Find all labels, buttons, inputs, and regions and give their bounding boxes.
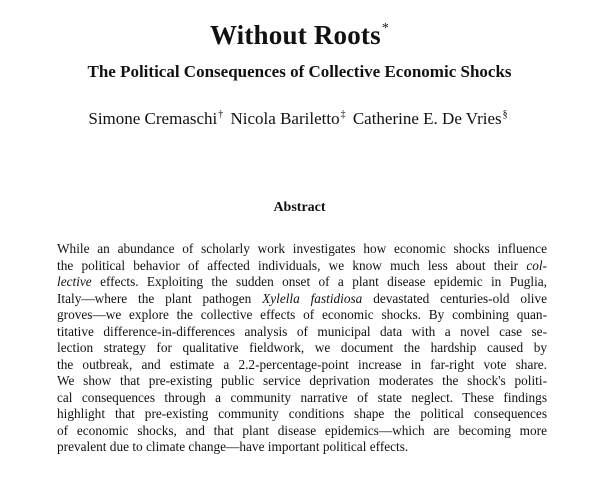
abstract-heading: Abstract <box>273 200 326 215</box>
abstract-line <box>57 373 547 390</box>
abstract-line <box>57 357 547 374</box>
paper-subtitle: The Political Consequences of Collective Economic Shocks <box>87 62 512 81</box>
author-3 <box>353 109 511 128</box>
abstract-text: Italy—where the plant pathogen <box>57 290 263 306</box>
abstract-line <box>57 423 547 440</box>
author-2 <box>231 109 349 128</box>
abstract-text: the political behavior of affected individuals, we know much less about their <box>57 257 527 273</box>
author-name: Catherine E. De Vries <box>352 109 502 128</box>
abstract-line <box>57 439 547 456</box>
paper-title <box>0 12 599 52</box>
abstract-text: prevalent due to climate change—have important political effects. <box>57 439 409 454</box>
author-name: Nicola Bariletto <box>230 109 340 128</box>
abstract-text: lection strategy for qualitative fieldwork, we document the hardship caused by <box>57 340 547 355</box>
abstract-text: highlight that pre-existing community conditions shape the political consequences <box>57 406 547 421</box>
abstract-line <box>57 291 547 308</box>
abstract-line <box>57 274 547 291</box>
abstract-italic-text: lective <box>57 274 92 289</box>
abstract-text: groves—we explore the collective effects of economic shocks. By combining quan- <box>57 307 547 322</box>
title-footnote-marker: * <box>381 21 390 36</box>
abstract-italic-text: Xylella fastidiosa <box>262 290 363 306</box>
abstract-text: While an abundance of scholarly work investigates how economic shocks influence <box>57 241 547 256</box>
paper-title-text: Without Roots <box>209 20 381 50</box>
author-name: Simone Cremaschi <box>88 109 218 128</box>
abstract-body <box>57 241 547 456</box>
abstract-text: effects. Exploiting the sudden onset of a plant disease epidemic in Puglia, <box>91 274 547 289</box>
abstract-line <box>57 390 547 407</box>
abstract-text: the outbreak, and estimate a 2.2-percentage-point increase in far-right vote share. <box>57 356 547 372</box>
abstract-line <box>57 241 547 258</box>
abstract-text: devastated centuries-old olive <box>362 290 548 306</box>
author-footnote-marker: † <box>218 109 224 120</box>
abstract-italic-text: col- <box>526 257 547 273</box>
abstract-line <box>57 307 547 324</box>
abstract-line <box>57 406 547 423</box>
abstract-line <box>57 324 547 341</box>
abstract-text: of economic shocks, and that plant disease epidemics—which are becoming more <box>57 422 547 438</box>
abstract-line <box>57 340 547 357</box>
abstract-text: We show that pre-existing public service deprivation moderates the shock's politi- <box>57 373 547 388</box>
author-1 <box>88 109 226 128</box>
author-footnote-marker: § <box>502 109 508 120</box>
abstract-line <box>57 258 547 275</box>
abstract-text: titative difference-in-differences analysis of municipal data with a novel case se- <box>57 323 547 339</box>
abstract-text: cal consequences through a community narrative of state neglect. These findings <box>57 389 547 405</box>
author-footnote-marker: ‡ <box>340 109 346 120</box>
author-list <box>0 104 599 130</box>
